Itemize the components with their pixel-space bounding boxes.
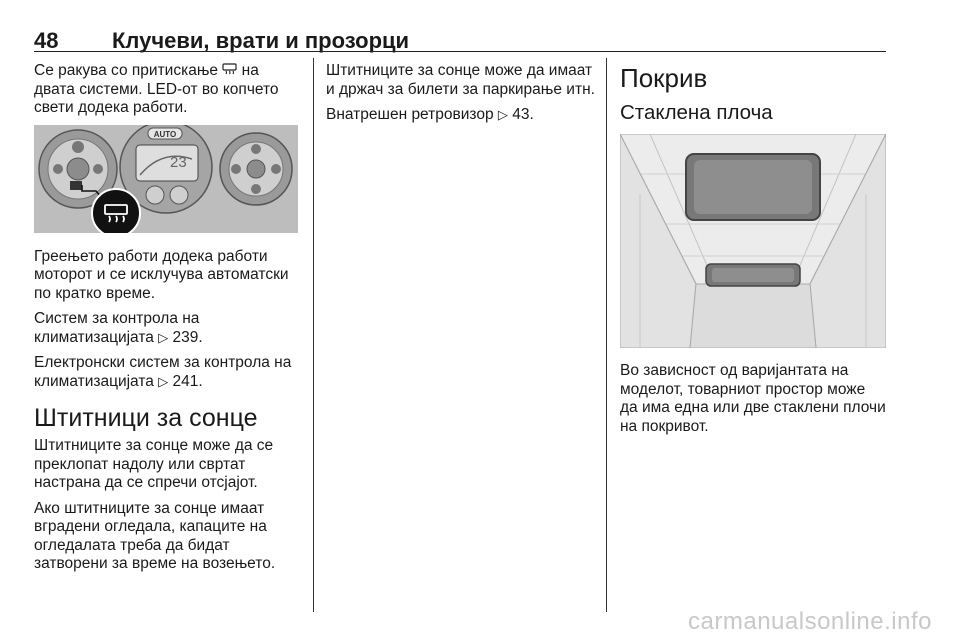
watermark: carmanualsonline.info (688, 608, 932, 635)
roof-variant-paragraph: Во зависност од варијантата на моделот, товарниот простор може да има една или две стаклени плочи на покривот. (620, 362, 886, 435)
header-rule (34, 51, 886, 52)
climate-control-panel-figure (34, 125, 298, 233)
reference-arrow-icon: ▷ (158, 329, 169, 345)
section-heading-sun-visors: Штитници за сонце (34, 404, 258, 432)
climate-reference-text: Систем за контрола на климатизацијата (34, 310, 200, 346)
column-3 (620, 62, 886, 443)
page-number: 48 (34, 28, 59, 53)
heating-paragraph: Греењето работи додека работи моторот и се исклучува автоматски по кратко време. (34, 247, 289, 302)
sun-visor-fold-paragraph: Штитниците за сонце може да се преклопат надолу или свртат настрана да се спречи отсјајот. (34, 437, 274, 491)
mirror-reference (326, 106, 596, 125)
intro-text-after: на двата системи. LED-от во копчето свети додека работи. (34, 62, 279, 116)
mirror-reference-page[interactable]: 43. (507, 106, 534, 123)
sun-visor-mirror-paragraph: Ако штитниците за сонце имаат вградени огледала, капаците на огледалата треба да бидат затворени за време на возењето. (34, 499, 276, 572)
reference-arrow-icon: ▷ (158, 373, 169, 389)
column-2 (326, 62, 596, 132)
electronic-reference-page[interactable]: 241. (168, 372, 203, 390)
auto-button-label: AUTO (153, 129, 177, 139)
column-divider-1 (313, 58, 314, 612)
section-heading-roof: Покрив (620, 63, 708, 93)
chapter-title: Клучеви, врати и прозорци (112, 28, 410, 53)
electronic-reference-text: Електронски систем за контрола на климатизацијата (34, 354, 292, 390)
subheading-glass-panel: Стаклена плоча (620, 101, 773, 124)
column-divider-2 (606, 58, 607, 612)
page-header (34, 28, 886, 52)
climate-reference (34, 310, 302, 347)
reference-arrow-icon: ▷ (497, 107, 508, 122)
temperature-readout: 23 (170, 153, 187, 171)
intro-text-before: Се ракува со притискање (34, 62, 219, 79)
electronic-climate-reference (34, 354, 302, 391)
column-1 (34, 62, 302, 581)
glass-roof-figure (620, 134, 886, 348)
mirror-reference-text: Внатрешен ретровизор (326, 106, 494, 123)
ticket-holder-paragraph: Штитниците за сонце може да имаат и држач за билети за паркирање итн. (326, 62, 595, 98)
intro-paragraph (34, 62, 302, 118)
climate-reference-page[interactable]: 239. (168, 328, 203, 346)
rear-window-heating-icon (222, 63, 237, 76)
